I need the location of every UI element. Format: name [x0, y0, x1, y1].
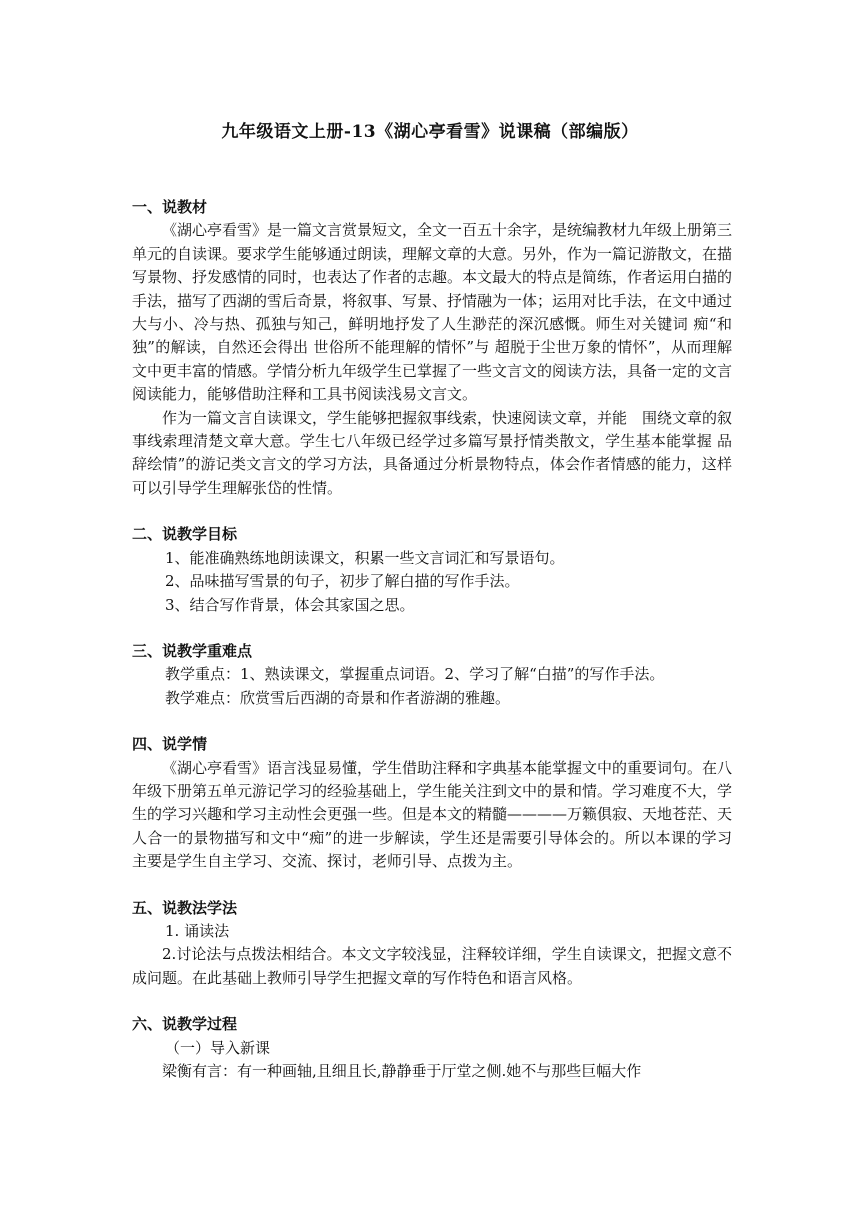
section-methods	[132, 897, 732, 991]
section-heading: 五、说教法学法	[132, 898, 238, 917]
paragraph: 梁衡有言：有一种画轴,且细且长,静静垂于厅堂之侧.她不与那些巨幅大作	[162, 1062, 642, 1080]
section-heading: 二、说教学目标	[132, 525, 238, 544]
list-item: 教学重点：1、熟读课文，掌握重点词语。2、学习了解“白描”的写作手法。	[165, 665, 665, 684]
section-heading: 一、说教材	[132, 198, 208, 216]
paragraph: 2.讨论法与点拨法相结合。本文文字较浅显，注释较详细，学生自读课文，把握文意不成问题。在此基础上教师引导学生把握文章的写作特色和语言风格。	[132, 945, 732, 987]
section-teaching-process	[132, 1013, 732, 1083]
paragraph: 《湖心亭看雪》语言浅显易懂，学生借助注释和字典基本能掌握文中的重要词句。在八年级下册第五单元游记学习的经验基础上，学生能关注到文中的景和情。学习难度不大，学生的学习兴趣和学习主动性会更强一些。但是本文的精髓————万籁俱寂、天地苍茫、天人合一的景物描写和文中“痴”的进一步解读，学生还是需要引导体会的。所以本课的学习主要是学生自主学习、交流、探讨，老师引导、点拨为主。	[132, 758, 733, 871]
section-teaching-goals	[132, 523, 732, 617]
page-title: 九年级语文上册-13《湖心亭看雪》说课稿（部编版）	[221, 122, 639, 142]
list-item: 3、结合写作背景，体会其家国之思。	[165, 595, 415, 614]
document-body	[132, 196, 732, 1106]
list-item: 教学难点：欣赏雪后西湖的奇景和作者游湖的雅趣。	[165, 688, 511, 707]
section-teaching-material	[132, 196, 732, 500]
list-item: 2、品味描写雪景的句子，初步了解白描的写作手法。	[165, 572, 520, 591]
list-item: 1、能准确熟练地朗读课文，积累一些文言词汇和写景语句。	[165, 548, 565, 567]
section-heading: 六、说教学过程	[132, 1015, 238, 1034]
section-key-points	[132, 640, 732, 710]
section-heading: 三、说教学重难点	[132, 641, 253, 660]
paragraph: 《湖心亭看雪》是一篇文言赏景短文，全文一百五十余字，是统编教材九年级上册第三单元的自读课。要求学生能够通过朗读，理解文章的大意。另外，作为一篇记游散文，在描写景物、抒发感情的同时，也表达了作者的志趣。本文最大的特点是简练，作者运用白描的手法，描写了西湖的雪后奇景，将叙事、写景、抒情融为一体；运用对比手法，在文中通过大与小、冷与热、孤独与知己，鲜明地抒发了人生渺茫的深沉感慨。师生对关键词 痴“和 独”的解读，自然还会得出 世俗所不能理解的情怀”与 超脱于尘世万象的情怀”，从而理解文中更丰富的情感。学情分析九年级学生已掌握了一些文言文的阅读方法，具备一定的文言阅读能力，能够借助注释和工具书阅读浅易文言文。	[132, 221, 733, 404]
section-student-analysis	[132, 733, 732, 873]
list-item: 1. 诵读法	[165, 921, 230, 940]
paragraph: 作为一篇文言自读课文，学生能够把握叙事线索，快速阅读文章，并能 围绕文章的叙事线索理清楚文章大意。学生七八年级已经学过多篇写景抒情类散文，学生基本能掌握 品辞绘情”的游记类文言文的学习方法，具备通过分析景物特点，体会作者情感的能力，这样可以引导学生理解张岱的性情。	[132, 408, 733, 497]
section-heading: 四、说学情	[132, 735, 208, 754]
list-item: （一）导入新课	[165, 1038, 271, 1057]
